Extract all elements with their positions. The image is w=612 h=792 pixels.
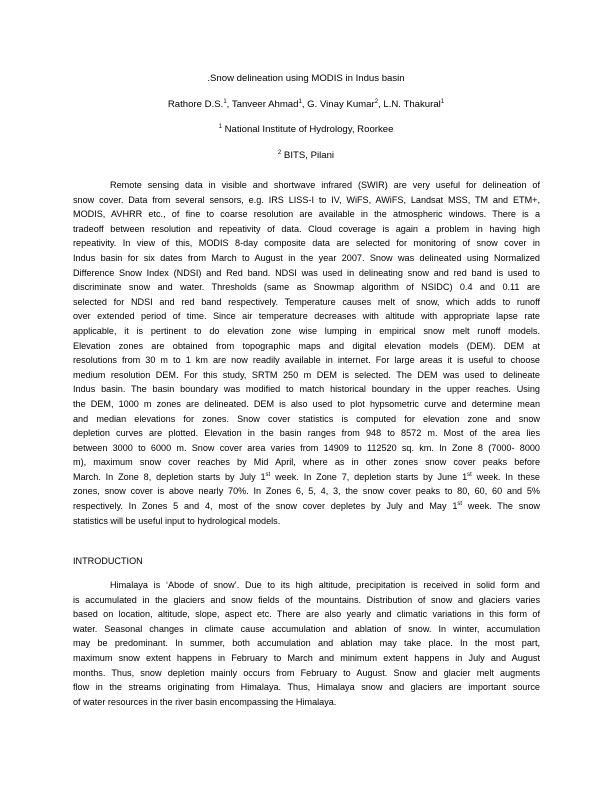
text-line — [73, 382, 540, 397]
text-line — [73, 251, 540, 266]
text-line — [73, 280, 540, 295]
text-run: MODIS, AVHRR etc., of fine to coarse resolution are available in the atmospheric windows. There is a — [73, 209, 540, 220]
ordinal-superscript: st — [457, 501, 463, 508]
text-run: week. The snow — [462, 501, 540, 512]
text-run: selected for NDSI and red band respectively. Temperature causes melt of snow, which adds to runoff — [73, 296, 540, 307]
text-run: based on location, altitude, slope, aspect etc. There are also yearly and climatic variations in this form of — [73, 609, 540, 620]
text-line — [73, 339, 540, 354]
author-name: , G. Vinay Kumar — [301, 99, 375, 110]
text-line — [73, 397, 540, 412]
affiliation-1 — [0, 124, 612, 136]
text-line — [73, 193, 540, 208]
text-run: week. In Zone 7, depletion starts by June 1 — [270, 471, 468, 482]
text-line — [73, 578, 540, 593]
text-run: tradeoff between resolution and repeativity of data. Cloud coverage is again a problem in having high — [73, 223, 540, 234]
affiliation-marker: 1 — [223, 98, 227, 105]
text-line — [73, 353, 540, 368]
text-line — [73, 455, 540, 470]
text-run: Elevation zones are obtained from topographic maps and digital elevation models (DEM). DEM at — [73, 340, 540, 351]
text-run: maximum snow extent happens in February to March and minimum extent happens in July and August — [73, 652, 540, 663]
text-line — [73, 593, 540, 608]
text-run: applicable, it is pertinent to do elevation zone wise lumping in empirical snow melt runoff models. — [73, 325, 540, 336]
text-line — [73, 514, 540, 529]
affiliation-text: National Institute of Hydrology, Roorkee — [221, 124, 394, 135]
text-line — [73, 236, 540, 251]
affiliation-marker: 2 — [277, 149, 282, 156]
affiliation-marker: 1 — [218, 123, 222, 130]
ordinal-superscript: st — [467, 471, 472, 478]
text-run: may be predominant. In summer, both accumulation and ablation may take place. In the most part, — [73, 638, 540, 649]
text-run: the DEM, 1000 m zones are delineated. DEM is also used to plot hypsometric curve and determine mean — [73, 398, 540, 409]
text-run: snow cover. Data from several sensors, e.g. IRS LISS-I to IV, WiFS, AWiFS, Landsat MSS, TM and ETM+, — [73, 194, 540, 205]
affiliation-marker: 1 — [298, 98, 302, 105]
text-run: months. Thus, snow depletion mainly occurs from February to August. Snow and glacier melt augments — [73, 667, 540, 678]
text-run: Difference Snow Index (NDSI) and Red band. NDSI was used in delineating snow and red band is used to — [73, 267, 540, 278]
text-line — [73, 309, 540, 324]
text-run: medium resolution DEM. For this study, SRTM 250 m DEM is selected. The DEM was used to delineate — [73, 369, 540, 380]
text-line — [73, 266, 540, 281]
text-run: flow in the streams originating from Himalaya. Thus, Himalaya snow and glaciers are important source — [73, 682, 540, 693]
text-line — [73, 651, 540, 666]
text-run: resolutions from 30 m to 1 km are now readily available in internet. For large areas it is useful to choose — [73, 355, 540, 366]
text-line — [73, 426, 540, 441]
abstract-paragraph — [73, 178, 540, 528]
text-line — [73, 636, 540, 651]
text-run: statistics will be useful input to hydrological models. — [73, 515, 281, 526]
text-line — [73, 470, 540, 485]
text-run: of water resources in the river basin encompassing the Himalaya. — [73, 696, 337, 707]
text-run: is accumulated in the glaciers and snow fields of the mountains. Distribution of snow and glaciers varies — [73, 594, 540, 605]
text-line — [73, 695, 540, 710]
text-line — [73, 622, 540, 637]
affiliation-2 — [0, 150, 612, 162]
author-name: Rathore D.S. — [167, 99, 224, 110]
text-run: over extended period of time. Since air temperature decreases with altitude with appropriate lapse rate — [73, 311, 540, 322]
text-line — [73, 499, 540, 514]
section-heading-introduction: INTRODUCTION — [73, 556, 143, 566]
affiliation-marker: 2 — [374, 98, 379, 105]
author-name: , Tanveer Ahmad — [226, 99, 299, 110]
text-run: week. In these — [471, 471, 540, 482]
text-line — [73, 324, 540, 339]
paper-title: .Snow delineation using MODIS in Indus basin — [207, 73, 405, 84]
text-run: repeativity. In view of this, MODIS 8-day composite data are selected for monitoring of snow cover in — [73, 238, 540, 249]
text-line — [73, 680, 540, 695]
text-run: depletion curves are plotted. Elevation in the basin ranges from 948 to 8572 m. Most of the area lies — [73, 428, 540, 439]
text-line — [73, 207, 540, 222]
text-run: respectively. In Zones 5 and 4, most of the snow cover depletes by July and May 1 — [73, 501, 458, 512]
text-line — [73, 295, 540, 310]
text-run: Remote sensing data in visible and shortwave infrared (SWIR) are very useful for delineation of — [110, 180, 540, 190]
text-run: March. In Zone 8, depletion starts by July 1 — [73, 471, 266, 482]
affiliation-text: BITS, Pilani — [281, 150, 335, 161]
text-run: and median elevations for zones. Snow cover statistics is computed for elevation zone and snow — [73, 413, 540, 424]
text-run: discriminate snow and water. Thresholds (same as Snowmap algorithm of NSIDC) 0.4 and 0.11 are — [73, 282, 540, 293]
text-line — [73, 607, 540, 622]
text-run: Indus basin for six dates from March to August in the year 2007. Snow was delineated using Normalized — [73, 252, 540, 263]
text-line — [73, 484, 540, 499]
text-line — [73, 441, 540, 456]
author-line — [0, 99, 612, 111]
affiliation-marker: 1 — [440, 98, 445, 105]
text-line — [73, 666, 540, 681]
author-name: , L.N. Thakural — [378, 99, 441, 110]
text-run: between 3000 to 6000 m. Snow cover area varies from 14909 to 112520 sq. km. In Zone 8 (7000- 8000 — [73, 442, 540, 453]
text-run: water. Seasonal changes in climate cause accumulation and ablation of snow. In winter, accumulation — [73, 623, 540, 634]
text-run: Himalaya is ‘Abode of snow’. Due to its high altitude, precipitation is received in solid form and — [110, 580, 540, 590]
introduction-paragraph — [73, 578, 540, 709]
text-line — [73, 412, 540, 427]
text-run: Indus basin. The basin boundary was modified to match historical boundary in the upper reaches. Using — [73, 384, 540, 395]
text-run: zones, snow cover is above nearly 70%. In Zones 6, 5, 4, 3, the snow cover peaks to 80, 60, 60 and 5% — [73, 486, 540, 497]
text-line — [73, 368, 540, 383]
ordinal-superscript: st — [265, 471, 271, 478]
text-line — [73, 222, 540, 237]
text-line — [73, 178, 540, 193]
text-run: m), maximum snow cover reaches by Mid April, where as in other zones snow cover peaks before — [73, 457, 540, 468]
